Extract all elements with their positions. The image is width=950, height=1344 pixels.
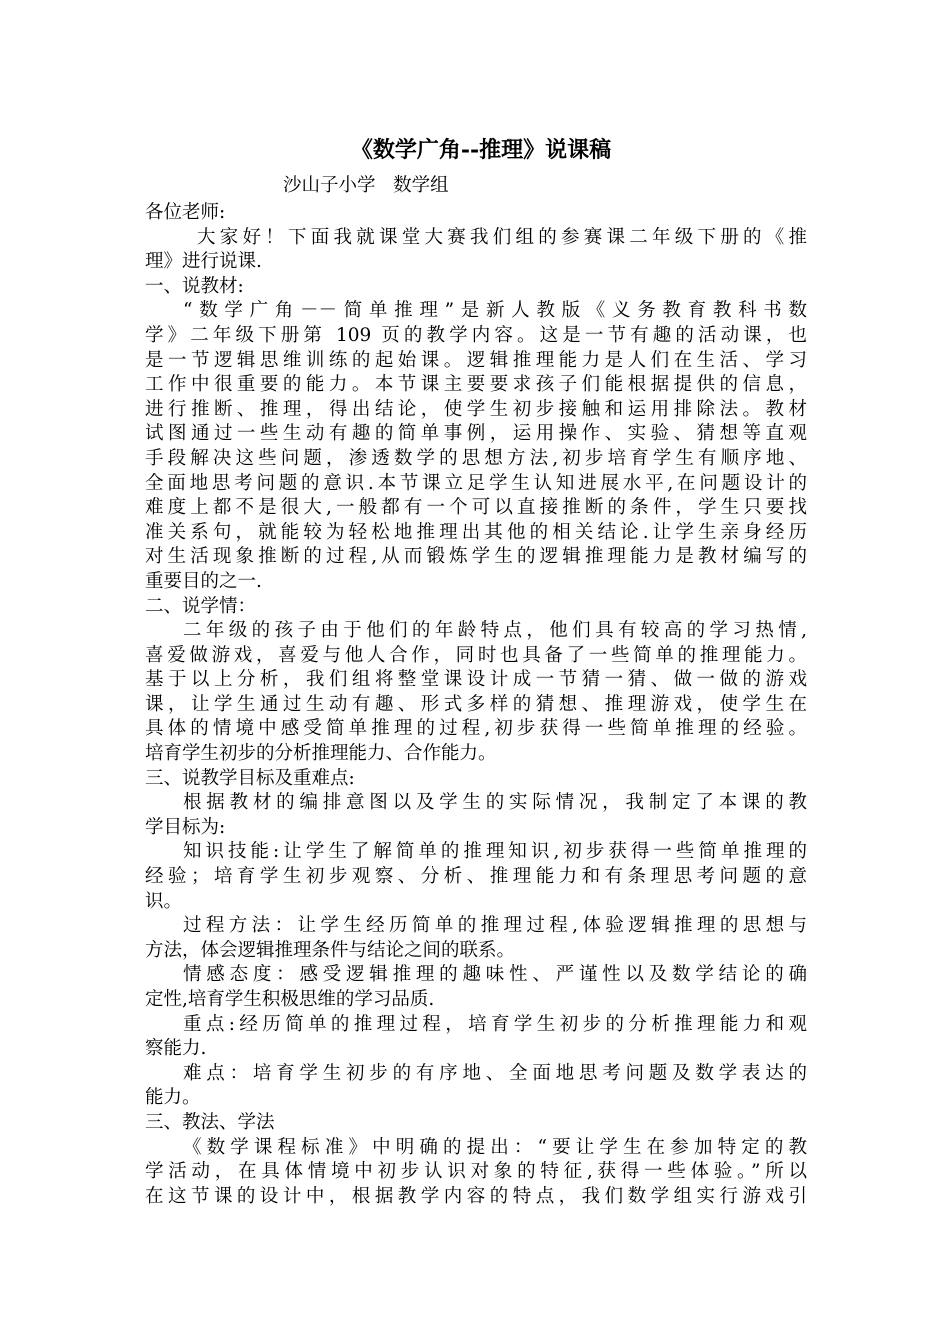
text-line: 重点:经历简单的推理过程，培育学生初步的分析推理能力和观 [183,1013,807,1035]
text-line: 《数学课程标准》中明确的提出：“要让学生在参加特定的教 [183,1136,807,1158]
text-line: 难点：培育学生初步的有序地、全面地思考问题及数学表达的 [183,1062,807,1084]
text-line: 难度上都不是很大,一般都有一个可以直接推断的条件，学生只要找 [145,497,807,519]
text-line: 是一节逻辑思维训练的起始课。逻辑推理能力是人们在生活、学习 [145,349,807,371]
text-line: 经验；培育学生初步观察、分析、推理能力和有条理思考问题的意 [145,866,807,888]
text-line: 培育学生初步的分析推理能力、合作能力。 [145,743,497,765]
text-line: 二年级的孩子由于他们的年龄特点，他们具有较高的学习热情, [183,620,807,642]
text-line: 定性,培育学生积极思维的学习品质. [145,989,435,1010]
text-line: 试图通过一些生动有趣的简单事例，运用操作、实验、猜想等直观 [145,423,807,445]
text-line: “数学广角－－简单推理”是新人教版《义务教育教科书数 [183,300,807,322]
text-line: 二、说学情： [145,595,257,617]
document-title: 《数学广角--推理》说课稿 [350,137,612,163]
document-author: 沙山子小学 数学组 [283,175,449,196]
text-line: 全面地思考问题的意识.本节课立足学生认知进展水平,在问题设计的 [145,472,807,494]
text-line: 重要目的之一. [145,570,262,592]
text-line: 理》进行说课. [145,251,262,273]
text-line: 一、说教材: [145,275,244,297]
text-line: 过程方法：让学生经历简单的推理过程,体验逻辑推理的思想与 [183,915,807,937]
text-line: 对生活现象推断的过程,从而锻炼学生的逻辑推理能力是教材编写的 [145,546,807,568]
document-text [145,201,807,1209]
text-line: 学》二年级下册第 109 页的教学内容。这是一节有趣的活动课，也 [145,324,807,346]
text-line: 情感态度：感受逻辑推理的趣味性、严谨性以及数学结论的确 [183,964,807,986]
text-line: 基于以上分析，我们组将整堂课设计成一节猜一猜、做一做的游戏 [145,669,807,691]
document-body [145,132,807,1209]
text-line: 课，让学生通过生动有趣、形式多样的猜想、推理游戏，使学生在 [145,693,807,715]
text-line: 学活动，在具体情境中初步认识对象的特征,获得一些体验。”所以 [145,1161,807,1183]
text-line: 能力。 [145,1087,201,1109]
text-line: 三、说教学目标及重难点: [145,767,355,789]
text-line: 具体的情境中感受简单推理的过程,初步获得一些简单推理的经验。 [145,718,807,740]
text-line: 学目标为: [145,816,226,838]
text-line: 察能力. [145,1038,207,1060]
text-line: 方法，体会逻辑推理条件与结论之间的联系。 [145,939,516,961]
text-line: 进行推断、推理，得出结论，使学生初步接触和运用排除法。教材 [145,398,807,420]
text-line: 各位老师: [145,202,226,223]
text-line: 准关系句，就能较为轻松地推理出其他的相关结论.让学生亲身经历 [145,521,807,543]
text-line: 根据教材的编排意图以及学生的实际情况，我制定了本课的教 [183,792,807,814]
text-line: 三、教法、学法 [145,1111,275,1133]
text-line: 知识技能:让学生了解简单的推理知识,初步获得一些简单推理的 [183,841,807,863]
text-line: 大家好！下面我就课堂大赛我们组的参赛课二年级下册的《推 [197,226,807,248]
text-line: 工作中很重要的能力。本节课主要要求孩子们能根据提供的信息， [145,374,807,396]
text-line: 喜爱做游戏，喜爱与他人合作，同时也具备了一些简单的推理能力。 [145,644,807,666]
text-line: 在这节课的设计中，根据教学内容的特点，我们数学组实行游戏引 [145,1185,807,1207]
text-line: 手段解决这些问题，渗透数学的思想方法,初步培育学生有顺序地、 [145,447,807,469]
text-line: 识。 [145,890,183,912]
